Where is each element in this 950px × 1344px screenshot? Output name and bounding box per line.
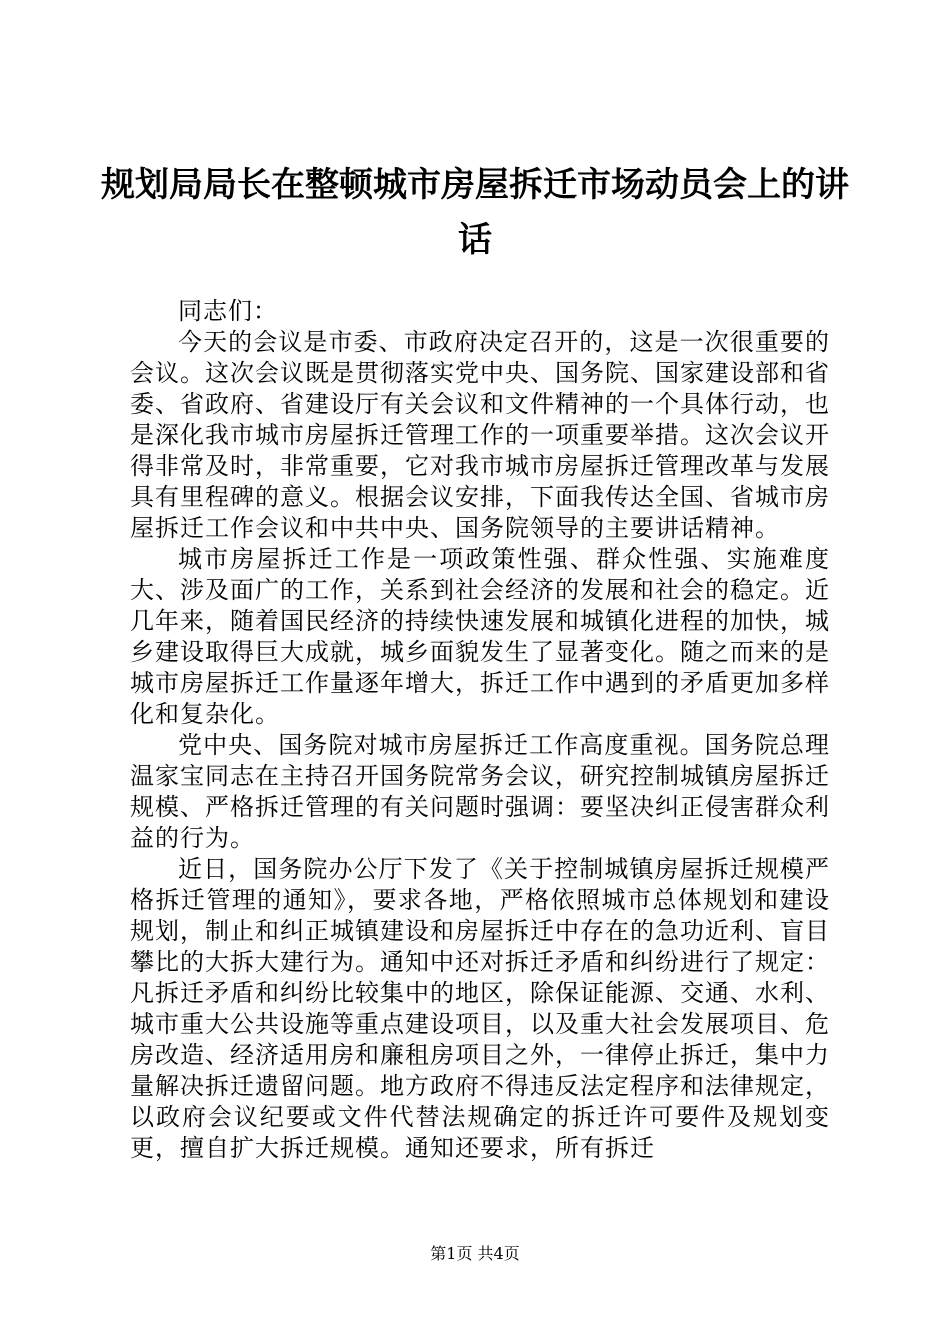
body-paragraph-1: 今天的会议是市委、市政府决定召开的，这是一次很重要的会议。这次会议既是贯彻落实党中央、国务院、国家建设部和省委、省政府、省建设厅有关会议和文件精神的一个具体行动，也是深化我市城市房屋拆迁管理工作的一项重要举措。这次会议开得非常及时，非常重要，它对我市城市房屋拆迁管理改革与发展具有里程碑的意义。根据会议安排，下面我传达全国、省城市房屋拆迁工作会议和中共中央、国务院领导的主要讲话精神。: [130, 328, 830, 542]
body-paragraph-4: 近日，国务院办公厅下发了《关于控制城镇房屋拆迁规模严格拆迁管理的通知》，要求各地，严格依照城市总体规划和建设规划，制止和纠正城镇建设和房屋拆迁中存在的急功近利、盲目攀比的大拆大建行为。通知中还对拆迁矛盾和纠纷进行了规定：凡拆迁矛盾和纠纷比较集中的地区，除保证能源、交通、水利、城市重大公共设施等重点建设项目，以及重大社会发展项目、危房改造、经济适用房和廉租房项目之外，一律停止拆迁，集中力量解决拆迁遗留问题。地方政府不得违反法定程序和法律规定，以政府会议纪要或文件代替法规确定的拆迁许可要件及规划变更，擅自扩大拆迁规模。通知还要求，所有拆迁: [130, 855, 830, 1162]
page-number-footer: 第1页 共4页: [430, 1244, 520, 1263]
document-title: 规划局局长在整顿城市房屋拆迁市场动员会上的讲话: [101, 165, 849, 260]
body-paragraph-3: 党中央、国务院对城市房屋拆迁工作高度重视。国务院总理温家宝同志在主持召开国务院常务会议，研究控制城镇房屋拆迁规模、严格拆迁管理的有关问题时强调：要坚决纠正侵害群众利益的行为。: [130, 731, 830, 852]
document-body: [130, 296, 830, 1164]
salutation: 同志们：: [178, 297, 278, 325]
body-paragraph-2: 城市房屋拆迁工作是一项政策性强、群众性强、实施难度大、涉及面广的工作，关系到社会经济的发展和社会的稳定。近几年来，随着国民经济的持续快速发展和城镇化进程的加快，城乡建设取得巨大成就，城乡面貌发生了显著变化。随之而来的是城市房屋拆迁工作量逐年增大，拆迁工作中遇到的矛盾更加多样化和复杂化。: [130, 545, 830, 728]
